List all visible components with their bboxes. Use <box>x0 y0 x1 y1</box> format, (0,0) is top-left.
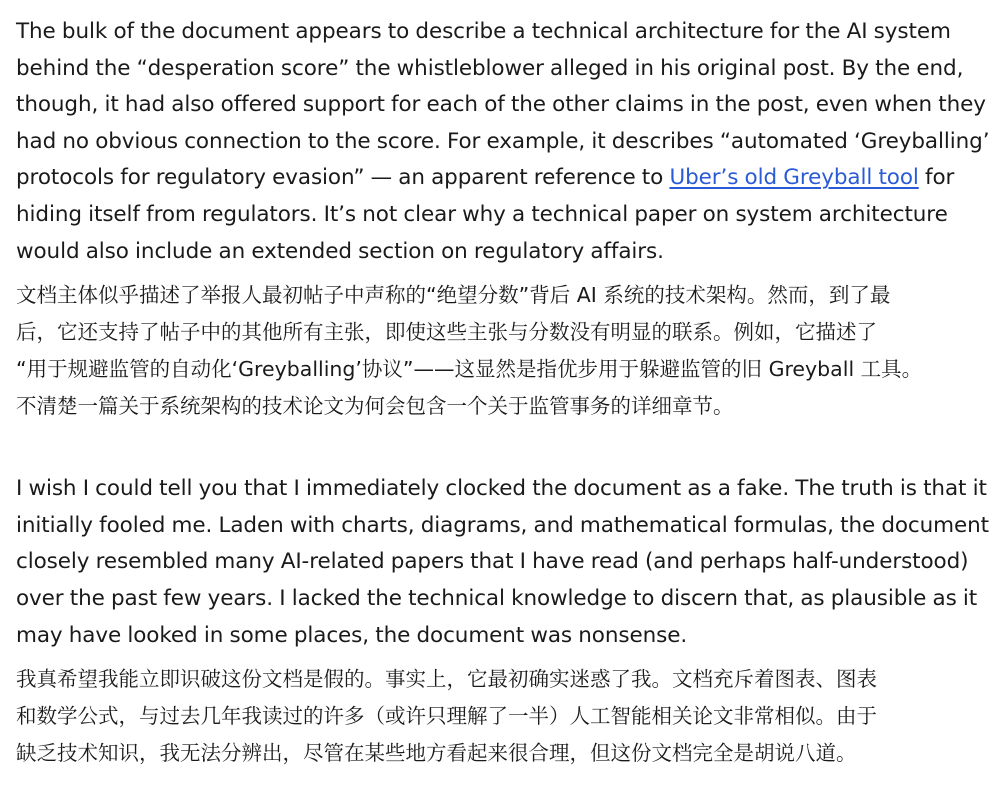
paragraph-chinese-2: 我真希望我能立即识破这份文档是假的。事实上，它最初确实迷惑了我。文档充斥着图表、图表 和数学公式，与过去几年我读过的许多（或许只理解了一半）人工智能相关论文非常相似。由于 缺乏技术知识，我无法分辨出，尽管在某些地方看起来很合理，但这份文档完全是胡说八道。 <box>16 667 877 766</box>
paragraph-text-after-link: for hiding itself from regulators. It’s not clear why a technical paper on system architecture would also include an extended section on regulatory affairs. <box>16 165 955 264</box>
paragraph-chinese-1: 文档主体似乎描述了举报人最初帖子中声称的“绝望分数”背后 AI 系统的技术架构。然而，到了最 后，它还支持了帖子中的其他所有主张，即使这些主张与分数没有明显的联系。例如，它描述了 “用于规避监管的自动化‘Greyballing’协议”——这显然是指优步用于躲避监管的旧 Greyball 工具。 不清楚一篇关于系统架构的技术论文为何会包含一个关于监管事务的详细章节。 <box>16 283 923 419</box>
paragraph-english-2: I wish I could tell you that I immediately clocked the document as a fake. The truth is that it initially fooled me. Laden with charts, diagrams, and mathematical formulas, the document closely resembled many AI-related papers that I have read (and perhaps half-understood) over the past few years. I lacked the technical knowledge to discern that, as plausible as it may have looked in some places, the document was nonsense. <box>16 476 990 648</box>
article-body <box>16 14 996 772</box>
uber-greyball-link[interactable]: Uber’s old Greyball tool <box>669 165 919 191</box>
paragraph-text-before-link: The bulk of the document appears to describe a technical architecture for the AI system behind the “desperation score” the whistleblower alleged in his original post. By the end, though, it had also offered support for each of the other claims in the post, even when they had no obvious connection to the score. For example, it describes “automated ‘Greyballing’ protocols for regulatory evasion” — an apparent reference to <box>16 19 990 191</box>
paragraph-english-1 <box>16 14 996 270</box>
